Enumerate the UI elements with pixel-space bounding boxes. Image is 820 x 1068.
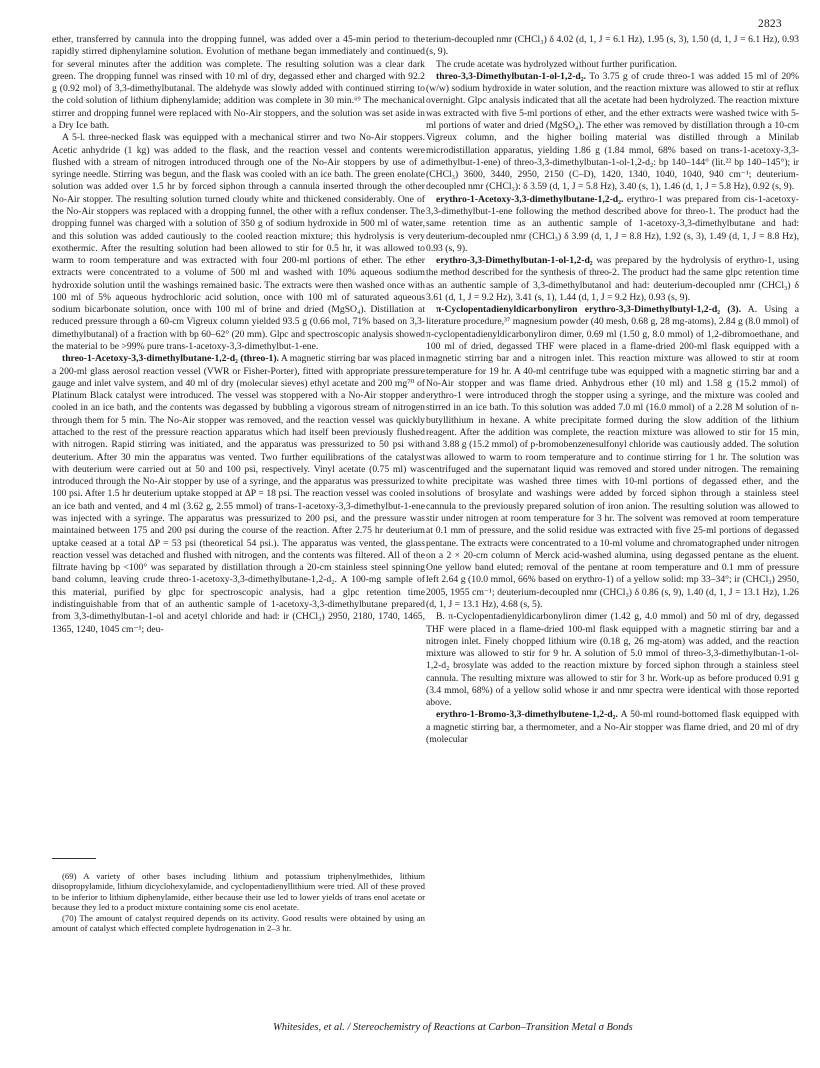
paragraph-text: A 5-l. three-necked flask was equipped with a mechanical stirrer and two No-Air stoppers. Acetic anhydride (1 kg) was added to the flask, and the reaction vessel and contents were flushed with a stream of nitrogen introduced through one of the No-Air stoppers by use of a syringe needle. Stirring was begun, and the flask was cooled with an ice bath. The green enolate solution was added over 1.5 hr by forced siphon through a cannula inserted through the other No-Air stopper. The resulting solution turned cloudy white and thickened considerably. One of the No-Air stoppers was replaced with a dropping funnel, the other with a reflux condenser. The dropping funnel was charged with a solution of 350 g of sodium hydroxide in 500 ml of water, and this solution was added cautiously to the cooled reaction mixture; this hydrolysis is very exothermic. After the resulting solution had been allowed to stir for 0.5 hr, it was allowed to warm to room temperature and was extracted with four 200-ml portions of ether. The ether extracts were concentrated to a volume of 500 ml and washed with 10% aqueous sodium hydroxide solution until the washings remained basic. The extracts were then washed once with 100 ml of 5% aqueous hydrochloric acid solution, once with 100 ml of saturated aqueous sodium bicarbonate solution, once with 100 ml of brine and dried (MgSO₄). Distillation at reduced pressure through a 60-cm Vigreux column yielded 93.5 g (0.66 mol, 71% based on 3,3-dimethylbutanal) of a fraction with bp 60–62° (20 mm). Glpc and spectroscopic analysis showed the material to be >99% pure trans-1-acetoxy-3,3-dimethylbut-1-ene. [52,132,425,353]
footnotes [52,871,425,933]
paragraph [52,132,425,353]
page-number: 2823 [758,18,782,30]
section-heading: erythro-1-Acetoxy-3,3-dimethylbutane-1,2-d₂. [436,193,624,205]
paragraph-text: was prepared by the hydrolysis of erythro-1, using the method described for the synthesis of threo-2. The product had the same glpc retention time as an authentic sample of 3,3-dimethylbutanol and had: deuterium-decoupled nmr (CHCl₃) δ 3.61 (d, 1, J = 9.2 Hz), 3.41 (s, 1), 1.44 (d, 1, J = 9.2 Hz), 0.93 (s, 9). [426,255,799,303]
left-column [52,34,425,636]
footnote: (70) The amount of catalyst required depends on its activity. Good results were obtained by using an amount of catalyst which effected complete hydrogenation in 2–3 hr. [52,912,425,934]
paragraph-text: A. Using a literature procedure,³⁷ magnesium powder (40 mesh, 0.68 g, 28 mg-atoms), 2.84 g (8.0 mmol) of π-cyclopentadienyldicarbonyliron dimer, 0.69 ml (1.50 g, 8.0 mmol) of 1,2-dibromoethane, and 100 ml of dried, degassed THF were placed in a flame-dried 200-ml flask equipped with a magnetic stirring bar and a nitrogen inlet. This reaction mixture was allowed to stir at room temperature for 19 hr. A 40-ml centrifuge tube was equipped with a magnetic stirring bar and a No-Air stopper and was flame dried. Anhydrous ether (10 ml) and 1.58 g (15.2 mmol) of erythro-1 were introduced throgh the stopper using a syringe, and the mixture was cooled and stirred in an ice bath. To this solution was added 7.0 ml (16.0 mmol) of a 2.28 M solution of n-butyllithium in hexane. A white precipitate formed during the slow addition of the lithium reagent. After the addition was complete, the reaction mixture was allowed to stir for 15 min, and 3.88 g (15.2 mmol) of p-bromobenzenesulfonyl chloride was cautiously added. The solution was allowed to warm to room temperature and to continue stirring for 1 hr. The solution was centrifuged and the supernatant liquid was removed and stored under nitrogen. The remaining white precipitate was washed three times with 10-ml portions of degassed ether, and the solutions of brosylate and washings were added by forced siphon through a stainless steel cannula to the previously prepared solution of iron anion. The resulting solution was allowed to stir under nitrogen at room temperature for 3 hr. The solvent was removed at room temperature at 0.1 mm of pressure, and the solid residue was extracted with five 25-ml portions of degassed pentane. The extracts were concentrated to a 10-ml volume and chromatographed under nitrogen on a 2 × 20-cm column of Merck acid-washed alumina, using degassed pentane as the eluent. One yellow band eluted; removal of the pentane at room temperature and 0.1 mm of pressure left 2.64 g (10.0 mmol, 66% based on erythro-1) of a yellow solid: mp 33–34°; ir (CHCl₃) 2950, 2005, 1955 cm⁻¹; deuterium-decoupled nmr (CHCl₃) δ 0.86 (s, 9), 1.40 (d, 1, J = 13.1 Hz), 1.26 (d, 1, J = 13.1 Hz), 4.68 (s, 5). [426,304,799,610]
paragraph-text: A magnetic stirring bar was placed in a 200-ml glass aerosol reaction vessel (VWR or Fisher-Porter), fitted with appropriate pressure gauge and inlet valve system, and 40 ml of dry (molecular sieves) ethyl acetate and 200 mg⁷⁰ of Platinum Black catalyst were introduced. The vessel was stoppered with a No-Air stopper and cooled in an ice bath, and the contents was degassed by bubbling a vigorous stream of nitrogen through them for 5 min. The No-Air stopper was removed, and the reaction vessel was quickly attached to the rest of the pressure reaction apparatus which had itself been previously flushed with nitrogen. Rapid stirring was initiated, and the apparatus was pressurized to 50 psi with deuterium. After 30 min the apparatus was vented. Two further equilibrations of the catalyst with deuterium were carried out at 50 and 100 psi, respectively. Vinyl acetate (0.75 ml) was introduced through the No-Air stopper by use of a syringe, and the apparatus was pressurized to 100 psi. After 1.5 hr deuterium uptake stopped at ΔP = 18 psi. The reaction vessel was cooled in an ice bath and vented, and 4 ml (3.62 g, 2.55 mmol) of trans-1-acetoxy-3,3-dimethylbut-1-ene was injected with a syringe. The apparatus was pressurized to 200 psi, and the pressure was maintained between 175 and 200 psi during the course of the reaction. After 2.75 hr deuterium uptake ceased at a total ΔP = 53 psi (theoretical 54 psi.). The apparatus was vented, the glass reaction vessel was detached and flushed with nitrogen, and the contents was filtered. All of the filtrate having bp <100° was separated by distillation through a 20-cm stainless steel spinning band column, leaving crude threo-1-acetoxy-3,3-dimethylbutane-1,2-d₂. A 100-mg sample of this material, purified by glpc for spectroscopic analysis, had a glpc retention time indistinguishable from that of an authentic sample of 1-acetoxy-3,3-dimethylbutane prepared from 3,3-dimethylbutan-1-ol and acetyl chloride and had: ir (CHCl₃) 2950, 2180, 1740, 1465, 1365, 1240, 1045 cm⁻¹; deu- [52,353,425,635]
paragraph [426,34,799,59]
paragraph-text: terium-decoupled nmr (CHCl₃) δ 4.02 (d, 1, J = 6.1 Hz), 1.95 (s, 3), 1.50 (d, 1, J = 6.1 Hz), 0.93 (s, 9). [426,34,799,58]
paragraph [426,194,799,255]
paragraph [426,255,799,304]
right-column [426,34,799,746]
paragraph [426,709,799,746]
paragraph [52,353,425,635]
paragraph-text: B. π-Cyclopentadienyldicarbonyliron dimer (1.42 g, 4.0 mmol) and 50 ml of dry, degassed THF were placed in a flame-dried 100-ml flask equipped with a magnetic stirring bar and a nitrogen inlet. Finely chopped lithium wire (0.18 g, 26 mg-atom) was added, and the reaction mixture was allowed to stir for 9 hr. A solution of 5.0 mmol of threo-3,3-dimethylbutan-1-ol-1,2-d₂ brosylate was added to the reaction mixture by forced siphon through a stainless steel cannula. The resulting mixture was allowed to stir for 3 hr. Work-up as before produced 0.91 g (3.4 mmol, 68%) of a yellow solid whose ir and nmr spectra were identical with those reported above. [426,611,799,709]
paragraph [426,59,799,71]
running-footer: Whitesides, et al. / Stereochemistry of Reactions at Carbon–Transition Metal σ Bonds [273,1022,633,1033]
section-heading: erythro-3,3-Dimethylbutan-1-ol-1,2-d₂ [436,255,593,267]
paragraph [426,611,799,709]
paragraph [426,304,799,611]
paragraph-text: ether, transferred by cannula into the dropping funnel, was added over a 45-min period to the rapidly stirred diphenylamine solution. Evolution of methane began immediately and continued for several minutes after the addition was complete. The resulting solution was a clear dark green. The dropping funnel was rinsed with 10 ml of dry, degassed ether and charged with 92.2 g (0.92 mol) of 3,3-dimethylbutanal. The aldehyde was slowly added with continued stirring to the cold solution of lithium diphenylamide; addition was complete in 30 min.⁶⁹ The mechanical stirrer and dropping funnel were replaced with No-Air stoppers, and the solution was set aside in a Dry Ice bath. [52,34,425,131]
footnote: (69) A variety of other bases including lithium and potassium triphenylmethides, lithium diisopropylamide, lithium dicyclohexylamide, and cyclopentadienyllithium were tried. All of these proved to be inferior to lithium diphenylamide, either because their use led to lower yields of trans enol acetate or because they led to a product mixture containing some cis enol acetate. [52,871,425,913]
paragraph-text: A 50-ml round-bottomed flask equipped with a magnetic stirring bar, a thermometer, and a No-Air stopper was flame dried, and 20 ml of dry (molecular [426,709,799,746]
paragraph [426,71,799,194]
paragraph-text: The crude acetate was hydrolyzed without further purification. [436,58,678,70]
section-heading: π-Cyclopentadienyldicarbonyliron erythro-3,3-Dimethylbutyl-1,2-d₂ (3). [436,304,741,316]
section-heading: threo-3,3-Dimethylbutan-1-ol-1,2-d₂. [436,70,587,82]
section-heading: threo-1-Acetoxy-3,3-dimethylbutane-1,2-d₂ (threo-1). [62,353,279,365]
section-heading: erythro-1-Bromo-3,3-dimethylbutene-1,2-d₂. [436,709,618,721]
paragraph [52,34,425,132]
paragraph-text: To 3.75 g of crude threo-1 was added 15 ml of 20% (w/w) sodium hydroxide in water solution, and the reaction mixture was allowed to stir at reflux overnight. Glpc analysis indicated that all the acetate had been hydrolyzed. The reaction mixture was extracted with five 5-ml portions of ether, and the ether extracts were washed twice with 5-ml portions of water and dried (MgSO₄). The ether was removed by distillation through a 10-cm Vigreux column, and the higher boiling material was distilled through a Minilab microdistillation apparatus, yielding 1.86 g (1.84 mmol, 68% based on trans-1-acetoxy-3,3-dimethylbut-1-ene) of threo-3,3-dimethylbutan-1-ol-1,2-d₂: bp 140–144° (lit.²² bp 140–145°); ir (CHCl₃) 3600, 3440, 2950, 2150 (C–D), 1420, 1340, 1040, 1040, 940 cm⁻¹; deuterium-decoupled nmr (CHCl₃): δ 3.59 (d, 1, J = 5.8 Hz), 3.40 (s, 1), 1.46 (d, 1, J = 5.8 Hz), 0.92 (s, 9). [426,70,799,193]
paragraph-text: erythro-1 was prepared from cis-1-acetoxy-3,3-dimethylbut-1-ene following the method described above for threo-1. The product had the same retention time as an authentic sample of 1-acetoxy-3,3-dimethylbutane and had: deuterium-decoupled nmr (CHCl₃) δ 3.99 (d, 1, J = 8.8 Hz), 1.92 (s, 3), 1.49 (d, 1, J = 8.8 Hz), 0.93 (s, 9). [426,193,799,254]
footnote-divider [52,858,96,859]
